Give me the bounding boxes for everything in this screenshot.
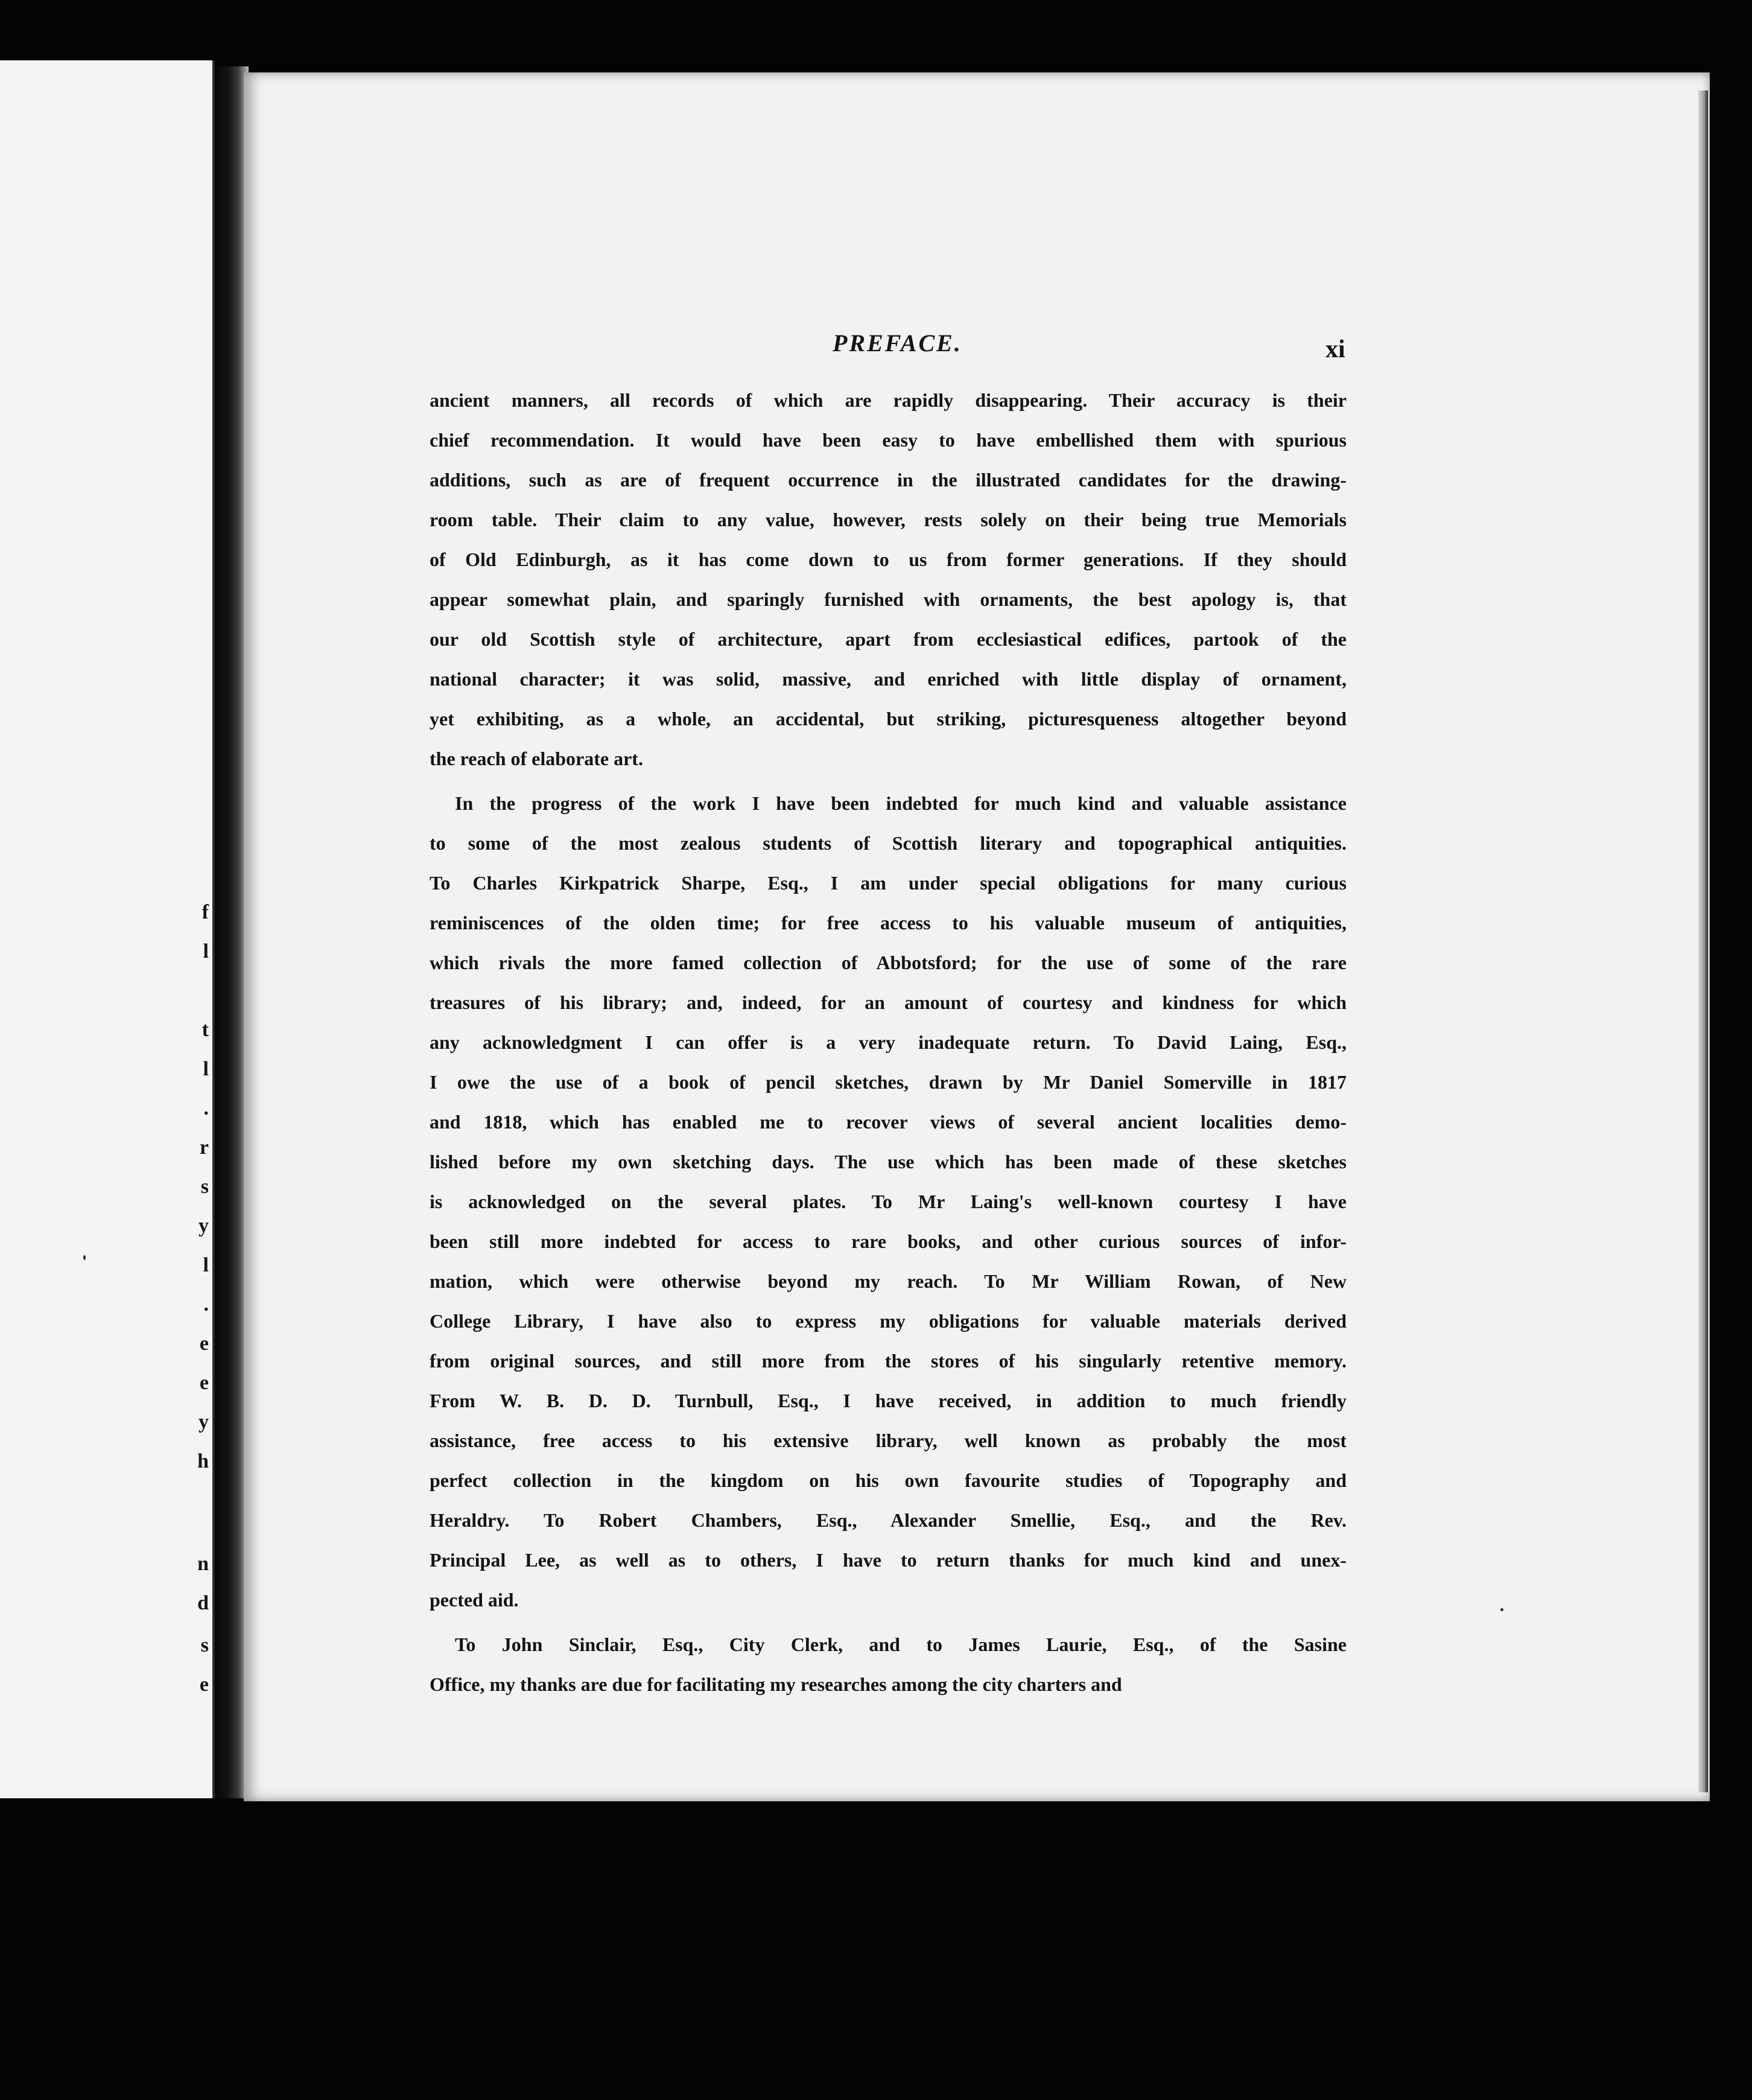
running-header: PREFACE. (833, 329, 962, 357)
text-line: of Old Edinburgh, as it has come down to us from former generations. If they should (430, 549, 1347, 570)
text-line: Office, my thanks are due for facilitating my researches among the city charters and (430, 1673, 1122, 1695)
text-line: I owe the use of a book of pencil sketches, drawn by Mr Daniel Somerville in 1817 (430, 1071, 1347, 1093)
fragment: r (199, 1136, 209, 1159)
fragment: s (200, 1176, 209, 1198)
text-line: assistance, free access to his extensive library, well known as probably the most (430, 1430, 1347, 1451)
fragment: f (202, 901, 209, 923)
text-line: To Charles Kirkpatrick Sharpe, Esq., I am under special obligations for many curious (430, 872, 1347, 894)
previous-page-fragment (0, 60, 215, 1798)
text-line: appear somewhat plain, and sparingly furnished with ornaments, the best apology is, that (430, 588, 1347, 610)
text-line: ancient manners, all records of which are rapidly disappearing. Their accuracy is their (430, 389, 1347, 411)
paragraph (430, 783, 1347, 1620)
ink-speck (83, 1255, 86, 1260)
text-line: pected aid. (430, 1589, 519, 1611)
fragment: d (197, 1592, 209, 1614)
fragment: e (199, 1673, 209, 1696)
text-line: and 1818, which has enabled me to recover views of several ancient localities demo- (430, 1111, 1347, 1133)
fragment: s (200, 1634, 209, 1656)
text-line: additions, such as are of frequent occurrence in the illustrated candidates for the drawing- (430, 469, 1347, 491)
text-line: which rivals the more famed collection of Abbotsford; for the use of some of the rare (430, 952, 1347, 973)
fragment: t (202, 1019, 209, 1041)
fragment: n (197, 1553, 209, 1575)
fragment: e (199, 1372, 209, 1394)
body-text (430, 380, 1347, 1704)
text-line: mation, which were otherwise beyond my reach. To Mr William Rowan, of New (430, 1270, 1347, 1292)
previous-page-text-fragments (185, 60, 209, 1798)
ink-speck (1500, 1608, 1503, 1611)
text-line: to some of the most zealous students of Scottish literary and topographical antiquities. (430, 832, 1347, 854)
text-line: any acknowledgment I can offer is a very inadequate return. To David Laing, Esq., (430, 1031, 1347, 1053)
fragment: . (203, 1293, 209, 1316)
paragraph (430, 1624, 1347, 1704)
text-line: national character; it was solid, massive, and enriched with little display of ornament, (430, 668, 1347, 690)
text-line: from original sources, and still more from the stores of his singularly retentive memory. (430, 1350, 1347, 1372)
fragment: l (203, 1058, 209, 1080)
text-line: yet exhibiting, as a whole, an accidental, but striking, picturesqueness altogether beyond (430, 708, 1347, 730)
fragment: y (198, 1215, 209, 1237)
text-line: In the progress of the work I have been indebted for much kind and valuable assistance (455, 792, 1347, 814)
text-line: Heraldry. To Robert Chambers, Esq., Alexander Smellie, Esq., and the Rev. (430, 1509, 1347, 1531)
text-line: treasures of his library; and, indeed, for an amount of courtesy and kindness for which (430, 991, 1347, 1013)
fragment: y (198, 1411, 209, 1433)
text-line: From W. B. D. D. Turnbull, Esq., I have received, in addition to much friendly (430, 1390, 1347, 1411)
text-line: chief recommendation. It would have been easy to have embellished them with spurious (430, 429, 1347, 451)
text-line: lished before my own sketching days. The use which has been made of these sketches (430, 1151, 1347, 1172)
fragment: l (203, 940, 209, 962)
text-line: the reach of elaborate art. (430, 748, 643, 769)
text-line: room table. Their claim to any value, however, rests solely on their being true Memorials (430, 509, 1347, 530)
text-line: is acknowledged on the several plates. To Mr Laing's well-known courtesy I have (430, 1191, 1347, 1212)
paragraph (430, 380, 1347, 778)
page-edge (1698, 91, 1708, 1792)
page-number: xi (1325, 336, 1345, 363)
text-line: College Library, I have also to express my obligations for valuable materials derived (430, 1310, 1347, 1332)
text-line: To John Sinclair, Esq., City Clerk, and to James Laurie, Esq., of the Sasine (455, 1634, 1347, 1655)
paragraph-gap (430, 778, 1347, 783)
text-line: Principal Lee, as well as to others, I have to return thanks for much kind and unex- (430, 1549, 1347, 1571)
text-line: reminiscences of the olden time; for free access to his valuable museum of antiquities, (430, 912, 1347, 934)
text-line: perfect collection in the kingdom on his own favourite studies of Topography and (430, 1469, 1347, 1491)
text-line: our old Scottish style of architecture, apart from ecclesiastical edifices, partook of the (430, 628, 1347, 650)
text-line: been still more indebted for access to rare books, and other curious sources of infor- (430, 1230, 1347, 1252)
fragment: e (199, 1332, 209, 1355)
fragment: l (203, 1254, 209, 1276)
fragment: . (203, 1097, 209, 1119)
fragment: h (197, 1450, 209, 1472)
paragraph-gap (430, 1620, 1347, 1624)
